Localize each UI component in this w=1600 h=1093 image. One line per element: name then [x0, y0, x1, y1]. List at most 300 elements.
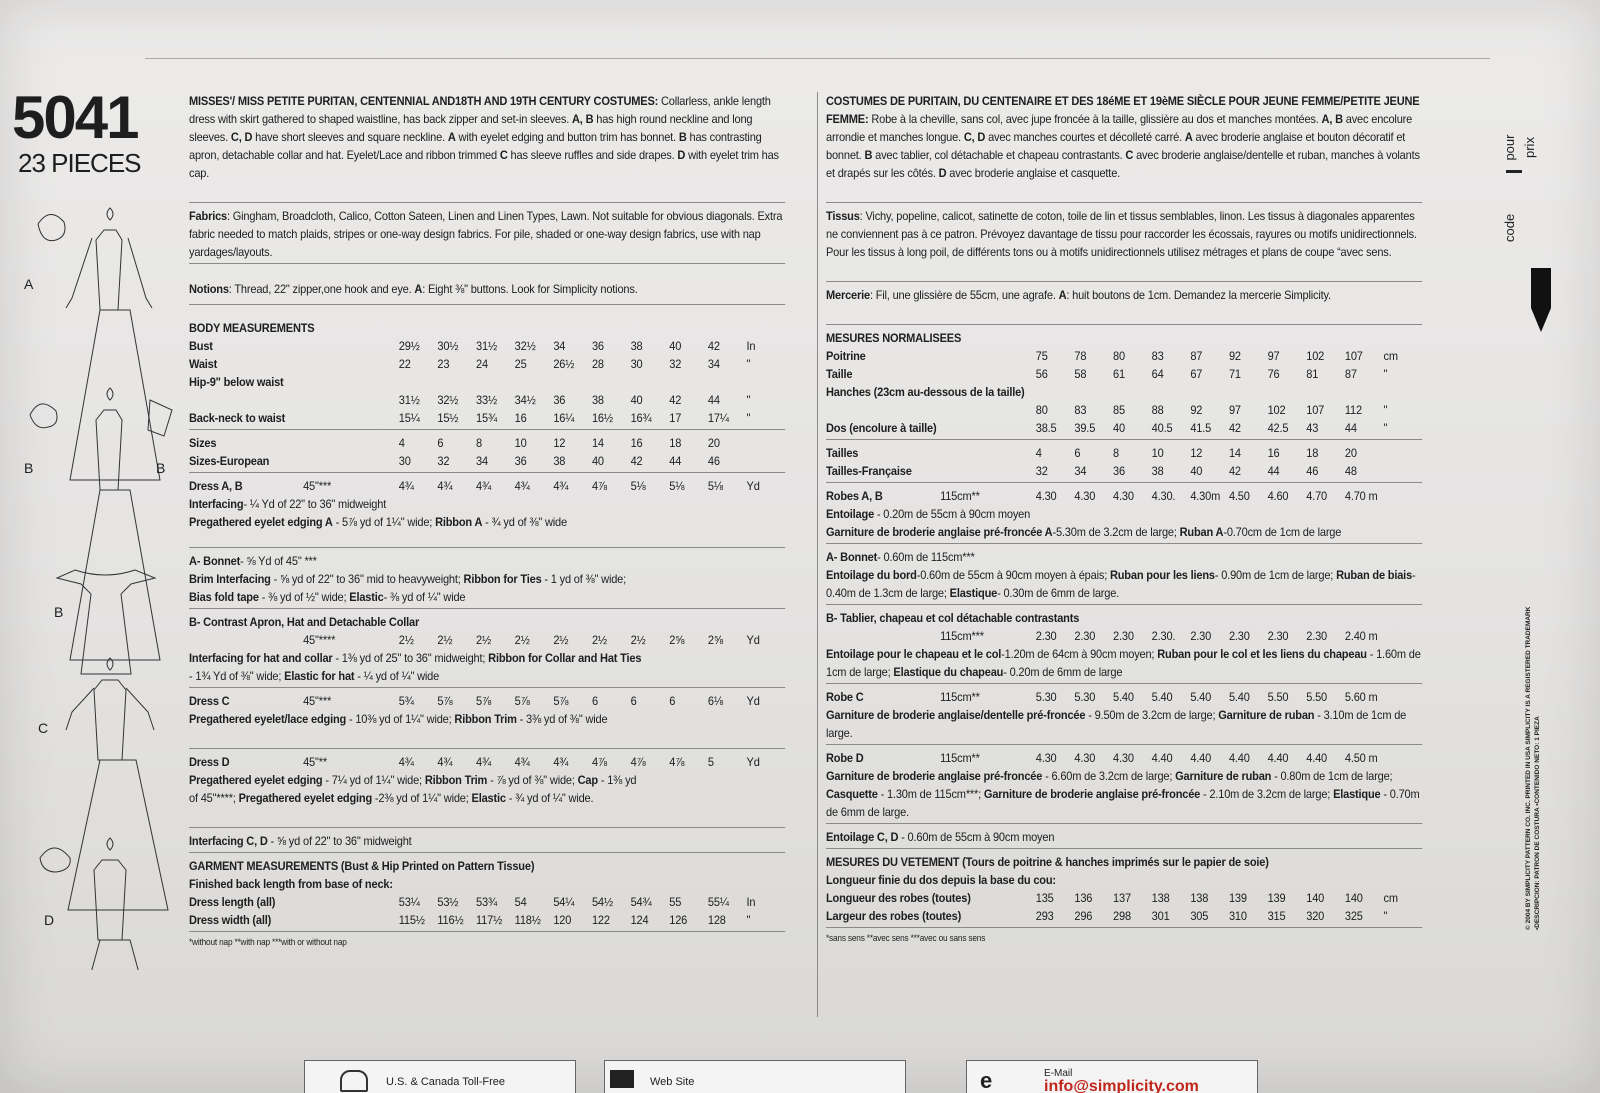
fr-robe-d-section — [826, 749, 1422, 824]
fr-view-cd-text: avec manches courtes et décolleté carré. — [985, 130, 1185, 144]
table-cell: 30½ — [437, 339, 459, 353]
figure-label-c: C — [38, 720, 49, 736]
table-cell: 31½ — [398, 393, 420, 407]
table-cell: 34½ — [514, 393, 536, 407]
table-cell: 55 — [669, 895, 682, 909]
table-cell: 117½ — [476, 913, 503, 927]
view-a-text: with eyelet edging and button trim has bonnet. — [455, 130, 679, 144]
table-cell: 5⅞ — [514, 694, 530, 708]
fr-width-robes-ab: 115cm** — [940, 489, 980, 503]
table-cell: 135 — [1035, 891, 1054, 905]
table-cell: 8 — [1113, 446, 1120, 460]
body-measurements-title: BODY MEASUREMENTS — [189, 321, 315, 335]
table-cell: 140 — [1306, 891, 1325, 905]
table-cell: 38.5 — [1035, 421, 1057, 435]
table-cell: " — [746, 357, 751, 371]
table-cell: 38 — [553, 454, 566, 468]
table-cell: 2.30 — [1190, 629, 1212, 643]
fr-label-ent-bord: Entoilage du bord — [826, 568, 917, 582]
fr-label-elastique: Elastique — [949, 586, 998, 600]
table-cell: 2½ — [553, 633, 569, 647]
fr-label-ent-cd: Entoilage C, D — [826, 830, 899, 844]
dress-c-section — [189, 692, 785, 749]
table-cell: 54½ — [591, 895, 613, 909]
label-bust: Bust — [189, 339, 213, 353]
table-cell: 39.5 — [1074, 421, 1096, 435]
table-cell: " — [1383, 403, 1388, 417]
notions — [189, 280, 785, 305]
fabrics-label: Fabrics — [189, 209, 227, 223]
row-bust — [189, 337, 785, 355]
table-cell: 2½ — [591, 633, 607, 647]
fr-ent-chap-text: -1.20m de 64cm à 90cm moyen; — [1001, 647, 1158, 661]
table-cell: 4.30 — [1074, 489, 1096, 503]
table-cell: 5.40 — [1151, 690, 1173, 704]
table-cell: 33½ — [476, 393, 497, 407]
table-cell: 5.30 — [1035, 690, 1057, 704]
fr-label-entoilage: Entoilage — [826, 507, 875, 521]
table-cell: 42 — [630, 454, 643, 468]
table-cell: 71 — [1228, 367, 1241, 381]
values-contrast — [399, 631, 785, 649]
label-waist: Waist — [189, 357, 218, 371]
table-cell: 320 — [1306, 909, 1325, 923]
interfacing-cd-section — [189, 832, 785, 853]
table-cell: 30 — [630, 357, 643, 371]
label-dress-ab: Dress A, B — [189, 479, 243, 493]
table-cell: 325 — [1344, 909, 1363, 923]
table-cell: 122 — [591, 913, 610, 927]
fr-ent-cd-section — [826, 828, 1422, 849]
fr-label-ruban-biais: Ruban de biais — [1336, 568, 1413, 582]
bonnet-text: - ⅝ Yd of 45" *** — [240, 554, 317, 568]
table-cell: 4¾ — [437, 479, 453, 493]
label-back: Back-neck to waist — [189, 411, 286, 425]
fr-values-largeur — [1036, 907, 1422, 925]
table-cell: 15¼ — [398, 411, 420, 425]
fr-view-d: D — [938, 166, 947, 180]
table-cell: 42 — [1228, 464, 1241, 478]
fr-label-dos: Dos (encolure à taille) — [826, 421, 937, 435]
table-cell: 2.30 — [1228, 629, 1250, 643]
finished-label: Finished back length from base of neck: — [189, 877, 393, 891]
french-column — [826, 92, 1422, 944]
table-cell: 53½ — [437, 895, 459, 909]
fr-label-ruban-a: Ruban A — [1179, 525, 1224, 539]
table-cell: 137 — [1113, 891, 1131, 905]
ribbon-trim-text: - 3⅜ yd of ⅜" wide — [516, 712, 608, 726]
table-cell: 32 — [437, 454, 450, 468]
table-cell: 5⅛ — [669, 479, 685, 493]
fr-values-dos — [1036, 419, 1422, 437]
website-label: Web Site — [650, 1076, 695, 1088]
view-c-text: has sleeve ruffles and side drapes. — [507, 148, 678, 162]
prix-label: prix — [1522, 137, 1537, 158]
view-d: D — [677, 148, 686, 162]
bias-text: - ⅜ yd of ½" wide; — [258, 590, 350, 604]
row-back — [189, 409, 785, 430]
table-cell: 85 — [1113, 403, 1125, 417]
copyright-text — [1524, 607, 1542, 930]
values-dress-c — [399, 692, 785, 710]
fr-label-poitrine: Poitrine — [826, 349, 866, 363]
fr-ruban-liens-text: - 0.90m de 1cm de large; — [1214, 568, 1337, 582]
fr-ruban-a-text: -0.70cm de 1cm de large — [1223, 525, 1342, 539]
fr-width-tablier: 115cm*** — [940, 629, 984, 643]
top-rule — [145, 58, 1490, 59]
table-cell: 83 — [1151, 349, 1164, 363]
table-cell: 97 — [1267, 349, 1280, 363]
table-cell: 4.30 — [1035, 751, 1057, 765]
table-cell: 102 — [1267, 403, 1286, 417]
values-dress-ab — [399, 477, 785, 495]
table-cell: 2½ — [437, 633, 453, 647]
table-cell: 4.70 — [1306, 489, 1327, 503]
table-cell: 4¾ — [437, 755, 453, 769]
fr-label-robes-ab: Robes A, B — [826, 489, 883, 503]
fr-ent-bord-text: -0.60m de 55cm à 90cm moyen à épais; — [916, 568, 1110, 582]
table-cell: 2½ — [476, 633, 492, 647]
table-cell: 2⅝ — [669, 633, 685, 647]
table-cell: 76 — [1267, 367, 1280, 381]
table-cell: 8 — [476, 436, 483, 450]
fr-values-tablier — [1036, 627, 1384, 645]
table-cell: 17 — [669, 411, 682, 425]
table-cell: 5.30 — [1074, 690, 1096, 704]
code-label: code — [1502, 213, 1517, 242]
sketch-d — [40, 838, 160, 970]
fr-body-title: MESURES NORMALISEES — [826, 331, 962, 345]
elastic-hat-text: - ¼ yd of ¼" wide — [354, 669, 440, 683]
table-cell: 40 — [630, 393, 643, 407]
table-cell: 128 — [707, 913, 726, 927]
table-cell: 36 — [514, 454, 527, 468]
table-cell: 107 — [1306, 403, 1325, 417]
table-cell: 26½ — [553, 357, 575, 371]
table-cell: 55¼ — [707, 895, 729, 909]
table-cell: 48 — [1344, 464, 1357, 478]
fr-label-ruban-liens: Ruban pour les liens — [1109, 568, 1215, 582]
table-cell: 42.5 — [1267, 421, 1289, 435]
fabrics — [189, 207, 785, 264]
table-cell: 6 — [1074, 446, 1081, 460]
table-cell: 97 — [1228, 403, 1241, 417]
fr-bonnet-section — [826, 548, 1422, 605]
table-cell: 42 — [669, 393, 682, 407]
fr-nap-footnote: *sans sens **avec sens ***avec ou sans sens — [826, 933, 986, 943]
elastic-text: - ⅜ yd of ¼" wide — [383, 590, 466, 604]
width-dress-d: 45"** — [303, 755, 327, 769]
fr-view-ab: A, B — [1321, 112, 1343, 126]
table-cell: 136 — [1074, 891, 1093, 905]
contrast-section — [189, 613, 785, 688]
table-cell: 2.30 — [1306, 629, 1327, 643]
table-cell: 4.40 — [1267, 751, 1289, 765]
code-prix-label — [1502, 135, 1517, 242]
table-cell: 80 — [1113, 349, 1125, 363]
table-cell: 56 — [1035, 367, 1048, 381]
table-cell: 5.50 — [1267, 690, 1289, 704]
fr-width-robe-c: 115cm** — [940, 690, 980, 704]
table-cell: 38 — [1151, 464, 1164, 478]
table-cell: 4 — [1035, 446, 1042, 460]
fr-view-c-text: avec broderie anglaise/dentelle et ruban, manches à volants et drapés sur les côtés. — [826, 148, 1420, 180]
table-cell: 28 — [591, 357, 604, 371]
dress-d-section — [189, 753, 785, 828]
table-cell: 22 — [398, 357, 411, 371]
table-cell: 54 — [514, 895, 527, 909]
fr-garniture-a-text: -5.30m de 3.2cm de large; — [1052, 525, 1180, 539]
computer-icon — [610, 1070, 634, 1088]
table-cell: 46 — [1306, 464, 1319, 478]
label-int-cd: Interfacing C, D — [189, 834, 268, 848]
table-cell: 80 — [1035, 403, 1048, 417]
table-cell: 4⅞ — [669, 755, 685, 769]
table-cell: 4.40 — [1228, 751, 1250, 765]
table-cell: 2.30 — [1035, 629, 1057, 643]
cap-text: - 1⅜ yd — [597, 773, 637, 787]
table-cell: 2.30 — [1113, 629, 1134, 643]
fr-label-ruban-col: Ruban pour le col et les liens du chapeau — [1157, 647, 1367, 661]
table-cell: 15¾ — [476, 411, 497, 425]
fabrics-text: : Gingham, Broadcloth, Calico, Cotton Sateen, Linen and Linen Types, Lawn. Not suitable for obvious diagonals. Extra fabric needed to match plaids, stripes or one-way design fabrics. For pile, shaded or one-way design fabrics, use with nap yardages/layouts. — [189, 209, 783, 259]
table-cell: 87 — [1190, 349, 1203, 363]
table-cell: 2.30 — [1074, 629, 1096, 643]
fr-label-garn-c: Garniture de broderie anglaise/dentelle pré-froncée — [826, 708, 1086, 722]
table-cell: 5⅛ — [707, 479, 723, 493]
table-cell: 4.30 — [1074, 751, 1096, 765]
table-cell: 42 — [1228, 421, 1241, 435]
fr-entoilage-text: - 0.20m de 55cm à 90cm moyen — [874, 507, 1031, 521]
brim-text: - ⅝ yd of 22" to 36" mid to heavyweight; — [270, 572, 464, 586]
row-hip — [189, 391, 785, 409]
fr-label-hanches: Hanches (23cm au-dessous de la taille) — [826, 385, 1025, 399]
table-cell: 2.40 m — [1344, 629, 1378, 643]
values-back — [399, 409, 785, 427]
view-d-text: with eyelet trim has cap. — [189, 148, 779, 180]
label-brim: Brim Interfacing — [189, 572, 271, 586]
fr-label-largeur: Largeur des robes (toutes) — [826, 909, 962, 923]
table-cell: 107 — [1344, 349, 1363, 363]
table-cell: 2⅝ — [707, 633, 723, 647]
fr-tablier-section — [826, 609, 1422, 684]
table-cell: 34 — [707, 357, 720, 371]
table-cell: In — [746, 895, 756, 909]
fr-label-bonnet: A- Bonnet — [826, 550, 878, 564]
table-cell: 124 — [630, 913, 649, 927]
fr-view-cd: C, D — [963, 130, 986, 144]
table-cell: 44 — [1267, 464, 1280, 478]
fr-description-title: COSTUMES DE PURITAIN, DU CENTENAIRE ET DES 18éME ET 19èME SIÈCLE POUR JEUNE FEMME/PETITE JEUNE FEMME: — [826, 94, 1420, 126]
table-cell: cm — [1383, 349, 1398, 363]
table-cell: 16 — [514, 411, 527, 425]
width-dress-ab: 45"*** — [303, 479, 332, 493]
fr-label-garn-ruban-d: Garniture de ruban — [1175, 769, 1272, 783]
table-cell: 31½ — [476, 339, 497, 353]
view-ab: A, B — [572, 112, 594, 126]
fr-ent-cd-text: - 0.60m de 55cm à 90cm moyen — [898, 830, 1055, 844]
preg-d2-text: -2⅜ yd of 1¼" wide; — [372, 791, 472, 805]
table-cell: 16½ — [591, 411, 613, 425]
table-cell: 16 — [1267, 446, 1280, 460]
fr-label-garn-d2: Garniture de broderie anglaise pré-froncée — [983, 787, 1201, 801]
row-waist — [189, 355, 785, 373]
fr-elastique-d-text: - 0.70m de 6mm de large. — [826, 787, 1420, 819]
scissors-icon — [1528, 268, 1554, 332]
table-cell: 18 — [1306, 446, 1319, 460]
table-cell: 2.30 — [1267, 629, 1289, 643]
table-cell: 43 — [1306, 421, 1319, 435]
table-cell: 4.60 — [1267, 489, 1289, 503]
email-address[interactable]: info@simplicity.com — [1044, 1078, 1199, 1093]
table-cell: 293 — [1035, 909, 1054, 923]
int-hat-text: - 1⅜ yd of 25" to 36" midweight; — [332, 651, 489, 665]
table-cell: 298 — [1113, 909, 1131, 923]
table-cell: 92 — [1228, 349, 1241, 363]
tollfree-label: U.S. & Canada Toll-Free — [386, 1076, 506, 1088]
fr-view-b: B — [864, 148, 873, 162]
table-cell: 2½ — [398, 633, 414, 647]
table-cell: 305 — [1190, 909, 1209, 923]
table-cell: 138 — [1151, 891, 1170, 905]
label-dress-c: Dress C — [189, 694, 230, 708]
table-cell: 4¾ — [476, 479, 492, 493]
table-cell: 24 — [476, 357, 488, 371]
table-cell: 44 — [1344, 421, 1357, 435]
fr-values-longueur — [1036, 889, 1422, 907]
label-cap: Cap — [577, 773, 598, 787]
table-cell: 87 — [1344, 367, 1357, 381]
table-cell: 140 — [1344, 891, 1363, 905]
table-cell: 139 — [1267, 891, 1286, 905]
preg-d-text: - 7¼ yd of 1¼" wide; — [322, 773, 425, 787]
table-cell: In — [746, 339, 756, 353]
body-measurements — [189, 319, 785, 473]
table-cell: 4¾ — [514, 755, 530, 769]
table-cell: 120 — [553, 913, 572, 927]
table-cell: 4¾ — [476, 755, 492, 769]
table-cell: Yd — [746, 755, 760, 769]
table-cell: 4.50 — [1228, 489, 1250, 503]
table-cell: 16¼ — [553, 411, 575, 425]
label-interfacing: Interfacing — [189, 497, 244, 511]
table-cell: 53¼ — [398, 895, 420, 909]
fr-label-longueur: Longueur des robes (toutes) — [826, 891, 971, 905]
fr-garment-title: MESURES DU VETEMENT (Tours de poitrine & hanches imprimés sur le papier de soie) — [826, 855, 1269, 869]
price-slash-mark — [1506, 170, 1522, 173]
values-bust — [399, 337, 785, 355]
values-sizes-eu — [399, 452, 747, 470]
table-cell: 5⅛ — [630, 479, 646, 493]
pour-label: pour — [1502, 134, 1517, 161]
copyright-line: © 2004 BY SIMPLICITY PATTERN CO. INC. PRINTED IN USA SIMPLICITY IS A REGISTERED TRADEMARK — [1525, 606, 1532, 930]
elastic-d-text: - ¾ yd of ¼" wide. — [505, 791, 594, 805]
table-cell: 2½ — [630, 633, 646, 647]
table-cell: 5 — [707, 755, 714, 769]
fr-elastique-text: - 0.30m de 6mm de large. — [997, 586, 1120, 600]
width-dress-c: 45"*** — [303, 694, 332, 708]
values-length — [399, 893, 785, 911]
fr-mercerie-label: Mercerie — [826, 288, 870, 302]
table-cell: 12 — [1190, 446, 1203, 460]
label-elastic: Elastic — [349, 590, 384, 604]
label-contrast: B- Contrast Apron, Hat and Detachable Collar — [189, 615, 420, 629]
table-cell: Yd — [746, 694, 760, 708]
table-cell: 115½ — [398, 913, 425, 927]
table-cell: 4.70 m — [1344, 489, 1378, 503]
notions-a: A — [414, 282, 423, 296]
label-bonnet: A- Bonnet — [189, 554, 241, 568]
fr-casquette-text: - 1.30m de 115cm***; — [877, 787, 984, 801]
table-cell: 4⅞ — [591, 755, 607, 769]
table-cell: 36 — [1113, 464, 1125, 478]
table-cell: " — [746, 913, 751, 927]
fr-label-casquette: Casquette — [826, 787, 878, 801]
table-cell: 46 — [707, 454, 720, 468]
table-cell: 6 — [591, 694, 598, 708]
fr-mercerie-a: A — [1058, 288, 1067, 302]
cap-text-2: of 45"****; — [189, 791, 239, 805]
table-cell: 34 — [553, 339, 566, 353]
table-cell: 40 — [1190, 464, 1203, 478]
table-cell: cm — [1383, 891, 1398, 905]
table-cell: 17¼ — [707, 411, 729, 425]
fr-label-garn-ruban: Garniture de ruban — [1218, 708, 1315, 722]
table-cell: 4¾ — [398, 479, 414, 493]
figure-label-d: D — [44, 912, 55, 928]
width-contrast: 45"**** — [303, 633, 336, 647]
fr-view-d-text: avec broderie anglaise et casquette. — [946, 166, 1121, 180]
view-ab-text: has high round neckline and long sleeves. — [189, 112, 753, 144]
fr-width-robe-d: 115cm** — [940, 751, 980, 765]
table-cell: 2.30. — [1151, 629, 1176, 643]
table-cell: 4⅞ — [630, 755, 646, 769]
phone-icon — [340, 1070, 368, 1092]
label-length: Dress length (all) — [189, 895, 276, 909]
fr-description-text: Robe à la cheville, sans col, avec jupe froncée à la taille, glissière au dos et manches montées. — [868, 112, 1322, 126]
int-cd-text: - ⅝ yd of 22" to 36" midweight — [267, 834, 412, 848]
garment-sketches — [20, 200, 180, 970]
table-cell: 301 — [1151, 909, 1170, 923]
table-cell: 5.40 — [1228, 690, 1250, 704]
label-ribbon-trim: Ribbon Trim — [454, 712, 517, 726]
table-cell: 32½ — [514, 339, 536, 353]
row-hip-label — [189, 373, 785, 391]
table-cell: 42 — [707, 339, 720, 353]
table-cell: Yd — [746, 479, 760, 493]
fr-robes-ab-section — [826, 487, 1422, 544]
label-ribbon-trim-d: Ribbon Trim — [424, 773, 488, 787]
fr-label-tablier: B- Tablier, chapeau et col détachable contrastants — [826, 611, 1080, 625]
table-cell: " — [746, 393, 751, 407]
label-sizes-eu: Sizes-European — [189, 454, 270, 468]
fr-garn-d-text: - 6.60m de 3.2cm de large; — [1042, 769, 1176, 783]
table-cell: 5⅞ — [553, 694, 569, 708]
table-cell: 5¾ — [398, 694, 414, 708]
row-sizes — [189, 434, 785, 452]
table-cell: 92 — [1190, 403, 1203, 417]
fr-label-tailles-fr: Tailles-Française — [826, 464, 912, 478]
label-width: Dress width (all) — [189, 913, 272, 927]
fr-label-tailles: Tailles — [826, 446, 859, 460]
piece-count: 23 PIECES — [18, 148, 141, 178]
garment-measurements — [189, 857, 785, 932]
label-elastic-d: Elastic — [471, 791, 506, 805]
fr-tissus-text: : Vichy, popeline, calicot, satinette de coton, toile de lin et tissus semblables, linon. Les tissus à diagonales apparentes ne conviennent pas à ce patron. Prévoyez davantage de tissu pour raccorder les écossais, rayures ou motifs unidirectionnels. Pour les tissus à long poil, de différents tons ou à motifs unidirectionnels utilisez métrages et plans de coupe “avec sens. — [826, 209, 1417, 259]
fr-view-b-text: avec tablier, col détachable et chapeau contrastants. — [872, 148, 1126, 162]
fr-ruban-biais-text: - 0.40m de 1.3cm de large; — [826, 568, 1416, 600]
table-cell: 32½ — [437, 393, 459, 407]
